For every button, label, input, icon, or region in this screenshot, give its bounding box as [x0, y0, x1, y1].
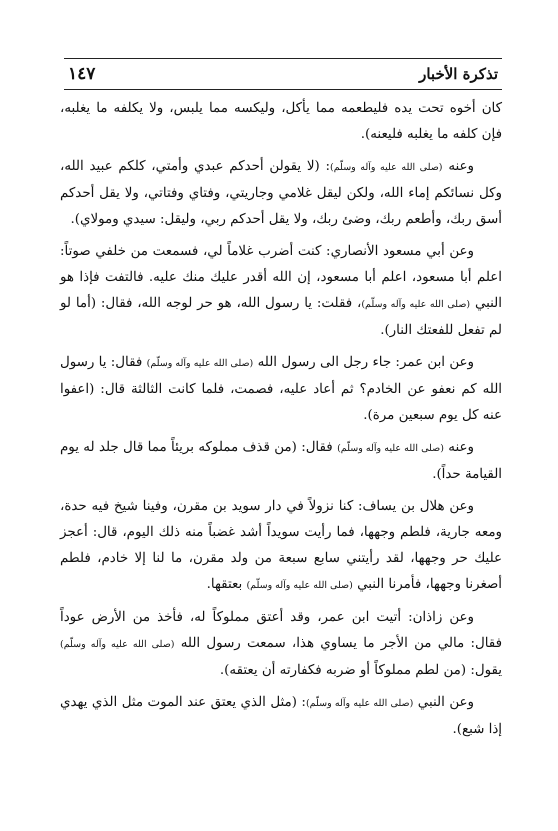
paragraph-text: وعن أبي مسعود الأنصاري: كنت أضرب غلاماً لي، فسمعت من خلفي صوتاً: اعلم أبا مسعود، اعلم أبا مسعود، إن الله أقدر عليك منك عليه. فالتفت فإذا هو النبي — [60, 244, 502, 311]
paragraph-text: وعن النبي — [413, 695, 474, 710]
paragraph-text: وعن هلال بن يساف: كنا نزولاً في دار سويد بن مقرن، وفينا شيخ فيه حدة، ومعه جارية، فلطم وجهها، فما رأيت سويداً أشد غضباً منه ذلك اليوم، قال: أعجز عليك حر وجهها، لقد رأيتني سابع سبعة من ولد مقرن، ما لنا إلا خادم، فلطم أصغرنا وجهها، فأمرنا النبي — [60, 499, 502, 592]
page-header — [64, 58, 502, 90]
paragraph — [60, 435, 502, 488]
page-number: ١٤٧ — [68, 64, 96, 84]
paragraph-text: : (لا يقولن أحدكم عبدي وأمتي، كلكم عبيد الله، وكل نسائكم إماء الله، ولكن ليقل غلامي وجاريتي، وفتاي وفتاتي، ولا يقل أحدكم أسق ربك، وأطعم ربك، وضئ ربك، ولا يقل أحدكم ربي، وليقل: سيدي ومولاي). — [60, 159, 502, 227]
paragraph-text: وعنه — [443, 440, 474, 455]
honorific-phrase: (صلى الله عليه وآله وسلّم) — [60, 639, 175, 650]
honorific-phrase: (صلى الله عليه وآله وسلّم) — [246, 580, 353, 591]
paragraph — [60, 154, 502, 233]
paragraph — [60, 690, 502, 743]
paragraph-text: وعنه — [442, 159, 474, 174]
paragraph-text: : (مثل الذي يعتق عند الموت مثل الذي يهدي إذا شبع). — [60, 695, 502, 737]
honorific-phrase: (صلى الله عليه وآله وسلّم) — [337, 443, 444, 454]
paragraph-text: وعن زاذان: أتيت ابن عمر، وقد أعتق مملوكاً له، فأخذ من الأرض عوداً فقال: مالي من الأجر ما يساوي هذا، سمعت رسول الله — [60, 610, 502, 651]
honorific-phrase: (صلى الله عليه وآله وسلّم) — [330, 162, 443, 173]
paragraph — [60, 239, 502, 344]
paragraph — [60, 605, 502, 684]
paragraph-text: كان أخوه تحت يده فليطعمه مما يأكل، وليكسه مما يلبس، ولا يكلفه ما يغلبه، فإن كلفه ما يغلبه فليعنه). — [60, 101, 502, 142]
paragraph-text: بعتقها. — [206, 577, 247, 592]
honorific-phrase: (صلى الله عليه وآله وسلّم) — [305, 698, 414, 709]
honorific-phrase: (صلى الله عليه وآله وسلّم) — [361, 299, 471, 310]
paragraph-text: ، فقلت: يا رسول الله، هو حر لوجه الله، فقال: (أما لو لم تفعل للفعتك النار). — [60, 296, 502, 338]
paragraph-text: فقال: يا رسول الله كم نعفو عن الخادم؟ ثم أعاد عليه، فصمت، فلما كانت الثالثة قال: (اعفوا عنه كل يوم سبعين مرة). — [60, 355, 502, 423]
page-body — [60, 96, 502, 749]
paragraph-text: يقول: (من لطم مملوكاً أو ضربه فكفارته أن يعتقه). — [219, 663, 502, 678]
paragraph-text: وعن ابن عمر: جاء رجل الى رسول الله — [253, 355, 474, 370]
paragraph — [60, 350, 502, 429]
paragraph — [60, 494, 502, 599]
paragraph-text: فقال: (من قذف مملوكه بريئاً مما قال جلد له يوم القيامة حداً). — [60, 440, 502, 482]
paragraph — [60, 96, 502, 148]
honorific-phrase: (صلى الله عليه وآله وسلّم) — [146, 358, 254, 369]
book-title: تذكرة الأخبار — [419, 65, 498, 83]
